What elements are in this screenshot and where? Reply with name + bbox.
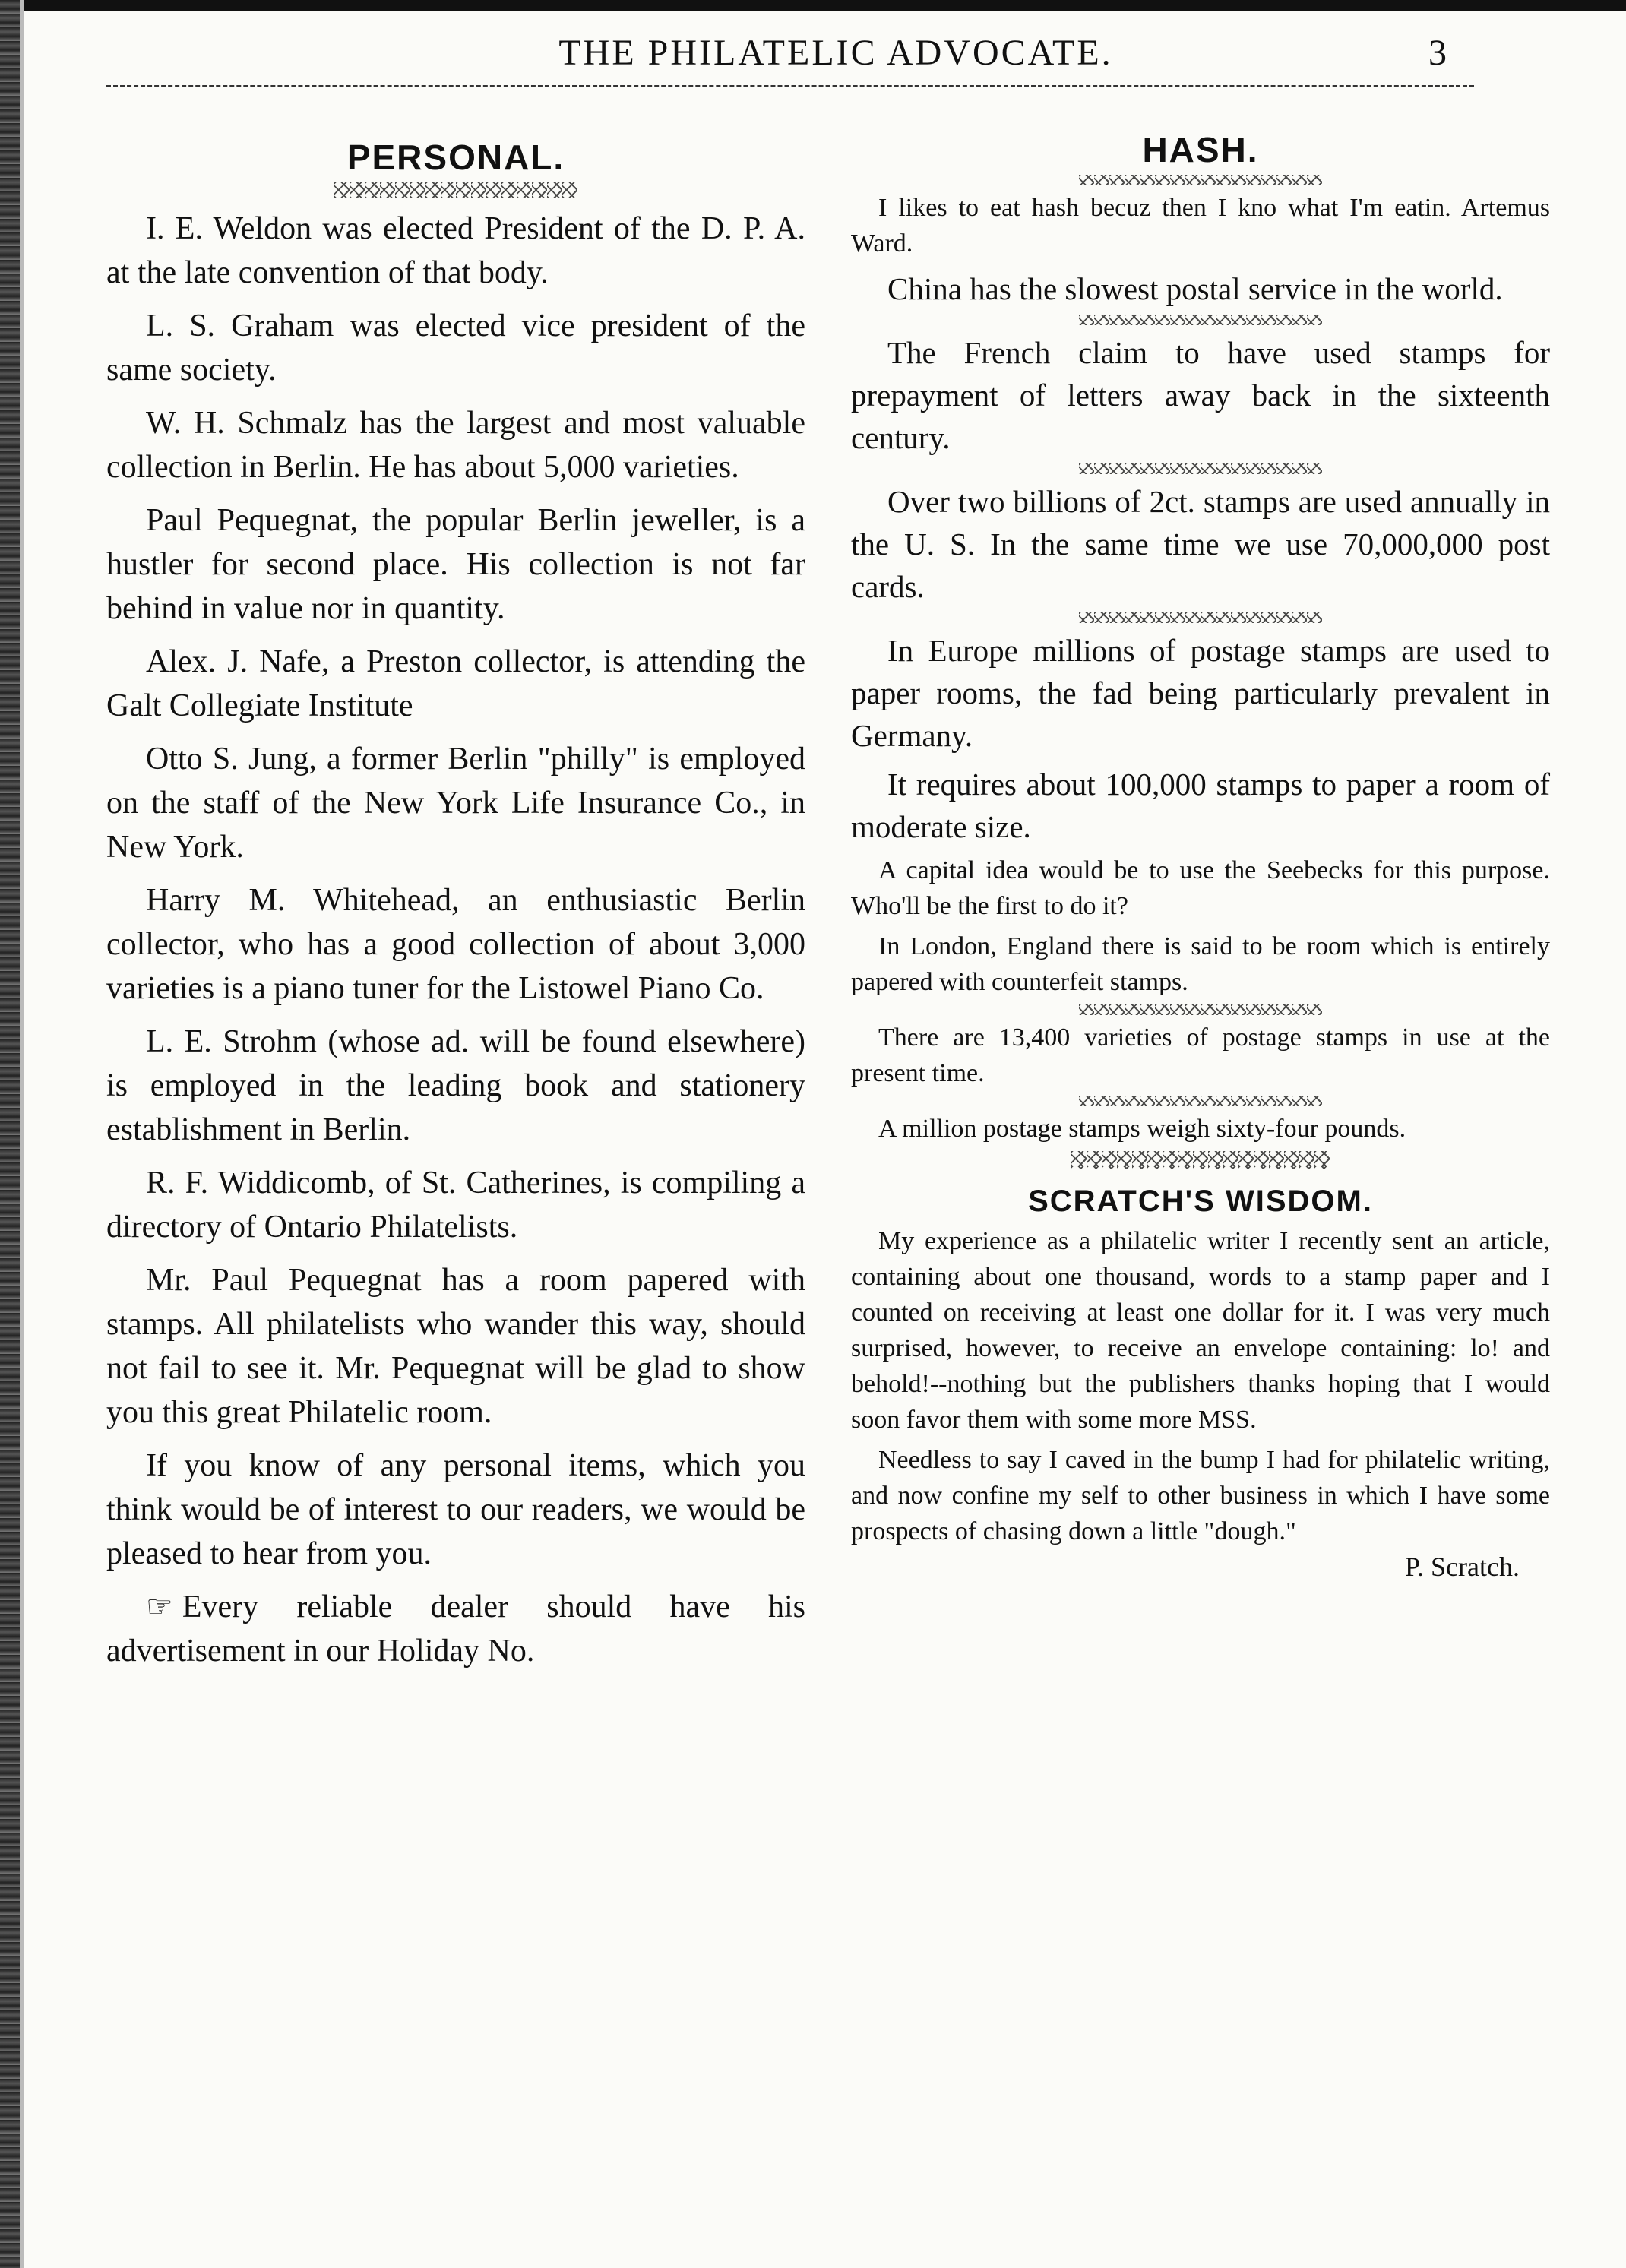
scratch-paragraph: Needless to say I caved in the bump I had for philatelic writing, and now confine my self to other business in which I have some prospects of chasing down a little "dough." (851, 1446, 1550, 1545)
personal-item: I. E. Weldon was elected President of the D. P. A. at the late convention of that body. (106, 211, 805, 290)
hash-item: In Europe millions of postage stamps are used to paper rooms, the fad being particularly prevalent in Germany. (851, 633, 1550, 753)
personal-item: W. H. Schmalz has the largest and most valuable collection in Berlin. He has about 5,000 varieties. (106, 406, 805, 485)
ornament-divider (1079, 175, 1322, 185)
binding-edge (0, 0, 20, 2268)
hash-item: The French claim to have used stamps for prepayment of letters away back in the sixteenth century. (851, 335, 1550, 455)
personal-heading: PERSONAL. (346, 138, 565, 177)
personal-item: Paul Pequegnat, the popular Berlin jeweller, is a hustler for second place. His collection is not far behind in value nor in quantity. (106, 503, 805, 626)
personal-item: Otto S. Jung, a former Berlin "philly" is employed on the staff of the New York Life Insurance Co., in New York. (106, 742, 805, 865)
scratch-signature: P. Scratch. (1405, 1552, 1520, 1582)
hash-item: It requires about 100,000 stamps to paper a room of moderate size. (851, 767, 1550, 844)
hash-item: A million postage stamps weigh sixty-four pounds. (878, 1115, 1406, 1143)
personal-item: R. F. Widdicomb, of St. Catherines, is compiling a directory of Ontario Philatelists. (106, 1166, 805, 1245)
ornament-divider (1079, 315, 1322, 325)
ornament-divider (334, 182, 577, 198)
hash-heading: HASH. (1142, 130, 1259, 169)
top-rule (0, 0, 1626, 11)
hash-item: In London, England there is said to be room which is entirely papered with counterfeit stamps. (851, 932, 1550, 996)
ornament-divider (1079, 612, 1322, 623)
hash-item: There are 13,400 varieties of postage stamps in use at the present time. (851, 1023, 1550, 1087)
ornament-divider (1079, 1004, 1322, 1015)
running-title: THE PHILATELIC ADVOCATE. (558, 33, 1113, 73)
personal-item: Harry M. Whitehead, an enthusiastic Berlin collector, who has a good collection of about 3,000 varieties is a piano tuner for the Listowel Piano Co. (106, 883, 805, 1006)
hash-column (851, 114, 1550, 1583)
dealer-notice-text: Every reliable dealer should have his advertisement in our Holiday No. (106, 1589, 805, 1669)
ornament-divider (1079, 463, 1322, 474)
personal-item: If you know of any personal items, which you think would be of interest to our readers, we would be pleased to hear from you. (106, 1448, 805, 1571)
scratch-heading: SCRATCH'S WISDOM. (1028, 1185, 1373, 1218)
scratch-paragraph: My experience as a philatelic writer I recently sent an article, containing about one thousand, words to a stamp paper and I counted on receiving at least one dollar for it. I was very much surprised, however, to receive an envelope containing: lo! and behold!--nothing but the publishers thanks hoping that I would soon favor them with some more MSS. (851, 1227, 1550, 1434)
ornament-divider (1079, 1096, 1322, 1106)
binding-shadow (20, 0, 24, 2268)
personal-item: L. S. Graham was elected vice president of the same society. (106, 308, 805, 387)
personal-column (106, 114, 805, 1673)
hash-item: A capital idea would be to use the Seebecks for this purpose. Who'll be the first to do it? (851, 856, 1550, 920)
pointing-hand-icon: ☞ (146, 1589, 173, 1624)
header-rule (106, 85, 1474, 87)
personal-item: Mr. Paul Pequegnat has a room papered with stamps. All philatelists who wander this way, should not fail to see it. Mr. Pequegnat will be glad to show you this great Philatelic room. (106, 1263, 805, 1430)
hash-quote: I likes to eat hash becuz then I kno what I'm eatin. Artemus Ward. (851, 194, 1550, 258)
hash-item: China has the slowest postal service in the world. (887, 271, 1503, 306)
hash-item: Over two billions of 2ct. stamps are used annually in the U. S. In the same time we use 70,000,000 post cards. (851, 484, 1550, 604)
personal-item: Alex. J. Nafe, a Preston collector, is attending the Galt Collegiate Institute (106, 644, 805, 723)
personal-item: L. E. Strohm (whose ad. will be found elsewhere) is employed in the leading book and stationery establishment in Berlin. (106, 1024, 805, 1147)
dealer-notice (106, 1585, 805, 1673)
ornament-divider (1071, 1151, 1330, 1169)
page-number: 3 (1428, 33, 1447, 73)
